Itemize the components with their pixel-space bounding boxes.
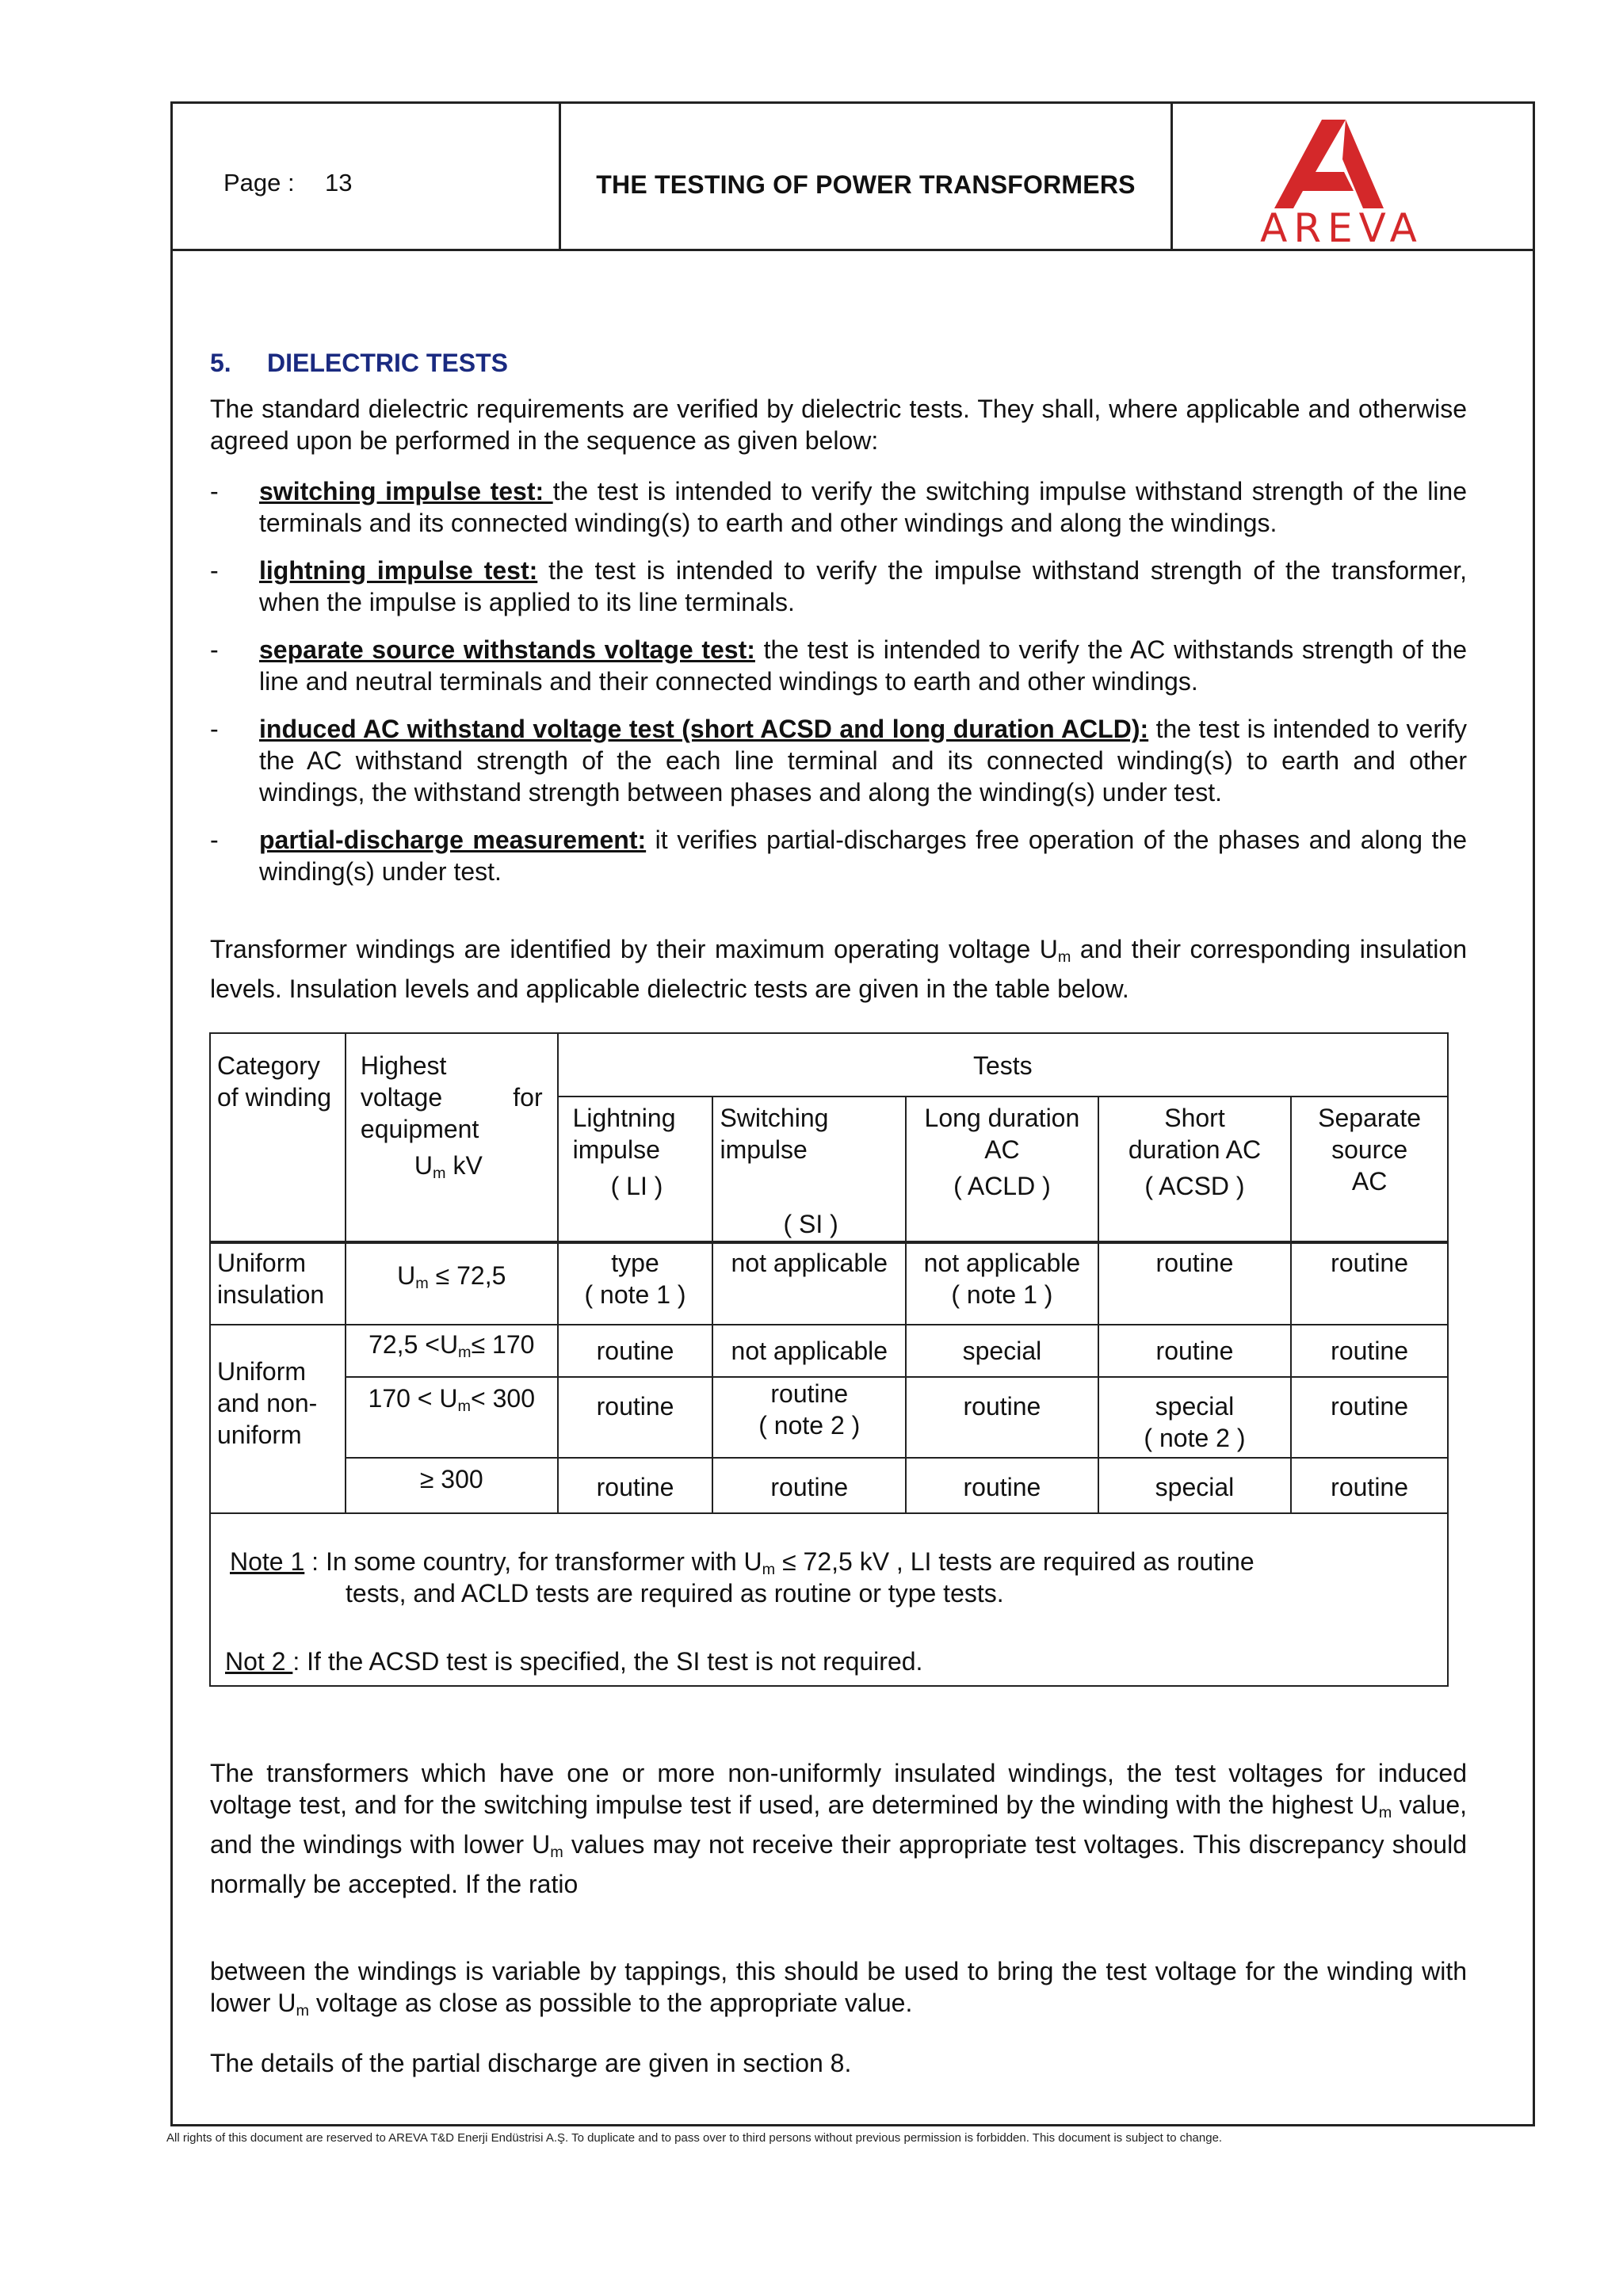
cell-acsd: routine bbox=[1098, 1242, 1291, 1325]
document-title: THE TESTING OF POWER TRANSFORMERS bbox=[596, 170, 1136, 199]
note-1: Note 1 : In some country, for transformer with $U_m \le 72,5$ kV , LI tests are required as routine bbox=[230, 1547, 1254, 1578]
pd-block bbox=[210, 2047, 1467, 2079]
cell-group-category: Uniform and non-uniform bbox=[210, 1325, 346, 1513]
table-row bbox=[210, 1377, 1448, 1458]
header-acld: Long duration AC ( ACLD ) bbox=[906, 1097, 1098, 1242]
dielectric-tests-table bbox=[209, 1032, 1449, 1687]
cell-acld: not applicable ( note 1 ) bbox=[906, 1242, 1098, 1325]
windings-block bbox=[210, 933, 1467, 1005]
cell-voltage-range: $U_m \le 72,5$ bbox=[346, 1242, 558, 1325]
cell-separate-ac: routine bbox=[1291, 1458, 1448, 1513]
cell-si: routine bbox=[712, 1458, 906, 1513]
cell-li: routine bbox=[558, 1458, 713, 1513]
tappings-block bbox=[210, 1955, 1467, 2027]
list-desc: the test is intended to verify the switching impulse withstand strength of the line terminals and its connected winding(s) to earth and other windings and along the windings. bbox=[259, 477, 1468, 537]
list-desc: the test is intended to verify the impulse withstand strength of the transformer, when the impulse is applied to its line terminals. bbox=[259, 556, 1468, 616]
list-dash: - bbox=[210, 826, 219, 854]
non-uniform-paragraph: The transformers which have one or more non-uniformly insulated windings, the test voltages for induced voltage test, and for the switching impulse test if used, are determined by the winding with the highest $U_m$ value, and the windings with lower $U_m$ values may not receive their appropriate test voltages. This discrepancy should normally be accepted. If the ratio bbox=[210, 1759, 1468, 1898]
list-item bbox=[210, 475, 1467, 539]
list-term: separate source withstands voltage test: bbox=[259, 635, 755, 664]
windings-paragraph: Transformer windings are identified by their maximum operating voltage $U_m$ and their corresponding insulation levels. Insulation levels and applicable dielectric tests are given in the table below. bbox=[210, 935, 1468, 1003]
cell-separate-ac: routine bbox=[1291, 1325, 1448, 1377]
header-si: Switching impulse ( SI ) bbox=[712, 1097, 906, 1242]
list-term: switching impulse test: bbox=[259, 477, 553, 505]
header-li: Lightning impulse ( LI ) bbox=[558, 1097, 713, 1242]
footer-disclaimer: All rights of this document are reserved to AREVA T&D Enerji Endüstrisi A.Ş. To duplicate and to pass over to third persons without previous permission is forbidden. This document is subject to change. bbox=[166, 2131, 1223, 2145]
table-row bbox=[210, 1458, 1448, 1513]
header-logo-cell bbox=[1173, 104, 1535, 249]
page-label: Page : bbox=[223, 169, 295, 196]
intro-paragraph: The standard dielectric requirements are verified by dielectric tests. They shall, where applicable and otherwise agreed upon be performed in the sequence as given below: bbox=[210, 395, 1467, 455]
list-item bbox=[210, 824, 1467, 887]
header-tests: Tests bbox=[558, 1033, 1448, 1097]
section-number: 5. bbox=[210, 349, 231, 377]
header-category: Category of winding bbox=[210, 1033, 346, 1242]
table-row bbox=[210, 1325, 1448, 1377]
intro-block bbox=[210, 393, 1467, 456]
cell-voltage-range: $72,5 <U_m\le 170$ bbox=[346, 1325, 558, 1377]
document-header bbox=[173, 104, 1533, 251]
list-dash: - bbox=[210, 556, 219, 585]
page-number: 13 bbox=[325, 169, 353, 196]
tappings-paragraph: between the windings is variable by tappings, this should be used to bring the test voltage for the winding with lower $U_m$ voltage as close as possible to the appropriate value. bbox=[210, 1957, 1467, 2019]
table-row bbox=[210, 1242, 1448, 1325]
areva-logo bbox=[1227, 113, 1457, 248]
header-title-cell bbox=[561, 104, 1173, 249]
list-desc: the test is intended to verify the AC withstand strength of the each line terminal and its connected winding(s) to earth and other windings, the withstand strength between phases and along the winding(s) under test. bbox=[259, 715, 1468, 807]
list-dash: - bbox=[210, 635, 219, 664]
list-term: induced AC withstand voltage test (short ACSD and long duration ACLD): bbox=[259, 715, 1149, 743]
cell-li: routine bbox=[558, 1325, 713, 1377]
cell-si: not applicable bbox=[712, 1325, 906, 1377]
header-highest-voltage: Highest voltage for equipment $U_m$ kV bbox=[346, 1033, 558, 1242]
cell-li: type ( note 1 ) bbox=[558, 1242, 713, 1325]
non-uniform-block bbox=[210, 1757, 1467, 1900]
list-item bbox=[210, 713, 1467, 808]
cell-acsd: routine bbox=[1098, 1325, 1291, 1377]
cell-voltage-range: ≥ 300 bbox=[346, 1458, 558, 1513]
header-acsd: Short duration AC ( ACSD ) bbox=[1098, 1097, 1291, 1242]
cell-acld: special bbox=[906, 1325, 1098, 1377]
note-2: Not 2 : If the ACSD test is specified, the SI test is not required. bbox=[225, 1647, 923, 1676]
section-heading bbox=[210, 349, 508, 378]
list-dash: - bbox=[210, 477, 219, 505]
cell-separate-ac: routine bbox=[1291, 1242, 1448, 1325]
note-1-continued: tests, and ACLD tests are required as routine or type tests. bbox=[346, 1579, 1004, 1608]
cell-acsd: special ( note 2 ) bbox=[1098, 1377, 1291, 1458]
list-item bbox=[210, 634, 1467, 697]
cell-category: Uniform insulation bbox=[210, 1242, 346, 1325]
list-term: partial-discharge measurement: bbox=[259, 826, 647, 854]
list-desc: the test is intended to verify the AC withstands strength of the line and neutral terminals and their connected windings to earth and other windings. bbox=[259, 635, 1468, 696]
notes-row bbox=[210, 1513, 1448, 1686]
cell-li: routine bbox=[558, 1377, 713, 1458]
list-dash: - bbox=[210, 715, 219, 743]
cell-acld: routine bbox=[906, 1458, 1098, 1513]
table-notes bbox=[210, 1513, 1448, 1686]
cell-acsd: special bbox=[1098, 1458, 1291, 1513]
pd-paragraph: The details of the partial discharge are given in section 8. bbox=[210, 2049, 852, 2077]
cell-voltage-range: $170 < U_m< 300$ bbox=[346, 1377, 558, 1458]
header-page-cell bbox=[173, 104, 561, 249]
header-separate-ac: Separate source AC bbox=[1291, 1097, 1448, 1242]
tests-list bbox=[210, 475, 1467, 887]
logo-wordmark: AREVA bbox=[1260, 205, 1423, 248]
list-term: lightning impulse test: bbox=[259, 556, 538, 585]
cell-si: not applicable bbox=[712, 1242, 906, 1325]
section-title: DIELECTRIC TESTS bbox=[267, 349, 509, 377]
cell-acld: routine bbox=[906, 1377, 1098, 1458]
cell-si: routine ( note 2 ) bbox=[712, 1377, 906, 1458]
list-desc: it verifies partial-discharges free operation of the phases and along the winding(s) under test. bbox=[259, 826, 1468, 886]
list-item bbox=[210, 555, 1467, 618]
cell-separate-ac: routine bbox=[1291, 1377, 1448, 1458]
